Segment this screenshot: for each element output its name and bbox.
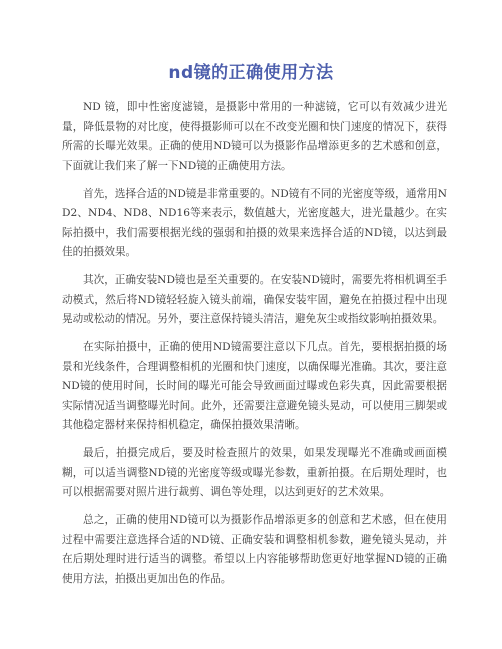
document-body <box>62 98 447 598</box>
paragraph-review: 最后，拍摄完成后，要及时检查照片的效果，如果发现曝光不准确或画面模糊，可以适当调整ND镜的光密度等级或曝光参数，重新拍摄。在后期处理时，也可以根据需要对照片进行裁剪、调色等处理，以达到更好的艺术效果。 <box>62 447 447 498</box>
paragraph-choose-filter: 首先，选择合适的ND镜是非常重要的。ND镜有不同的光密度等级，通常用ND2、ND4、ND8、ND16等来表示，数值越大，光密度越大，进光量越少。在实际拍摄中，我们需要根据光线的强弱和拍摄的效果来选择合适的ND镜，以达到最佳的拍摄效果。 <box>62 187 447 258</box>
paragraph-intro: ND 镜，即中性密度滤镜，是摄影中常用的一种滤镜，它可以有效减少进光量，降低景物的对比度，使得摄影师可以在不改变光圈和快门速度的情况下，获得所需的长曝光效果。正确的使用ND镜可以为摄影作品增添更多的艺术感和创意，下面就让我们来了解一下ND镜的正确使用方法。 <box>62 101 447 172</box>
document-title: nd镜的正确使用方法 <box>168 63 334 83</box>
paragraph-summary: 总之，正确的使用ND镜可以为摄影作品增添更多的创意和艺术感，但在使用过程中需要注意选择合适的ND镜、正确安装和调整相机参数，避免镜头晃动，并在后期处理时进行适当的调整。希望以上内容能够帮助您更好地掌握ND镜的正确使用方法，拍摄出更加出色的作品。 <box>62 514 447 585</box>
paragraph-shooting-tips: 在实际拍摄中，正确的使用ND镜需要注意以下几点。首先，要根据拍摄的场景和光线条件，合理调整相机的光圈和快门速度，以确保曝光准确。其次，要注意ND镜的使用时间，长时间的曝光可能会导致画面过曝或色彩失真，因此需要根据实际情况适当调整曝光时间。此外，还需要注意避免镜头晃动，可以使用三脚架或其他稳定器材来保持相机稳定，确保拍摄效果清晰。 <box>62 341 447 431</box>
paragraph-install-filter: 其次，正确安装ND镜也是至关重要的。在安装ND镜时，需要先将相机调至手动模式，然后将ND镜轻轻旋入镜头前端，确保安装牢固，避免在拍摄过程中出现晃动或松动的情况。另外，要注意保持镜头清洁，避免灰尘或指纹影响拍摄效果。 <box>62 274 447 325</box>
